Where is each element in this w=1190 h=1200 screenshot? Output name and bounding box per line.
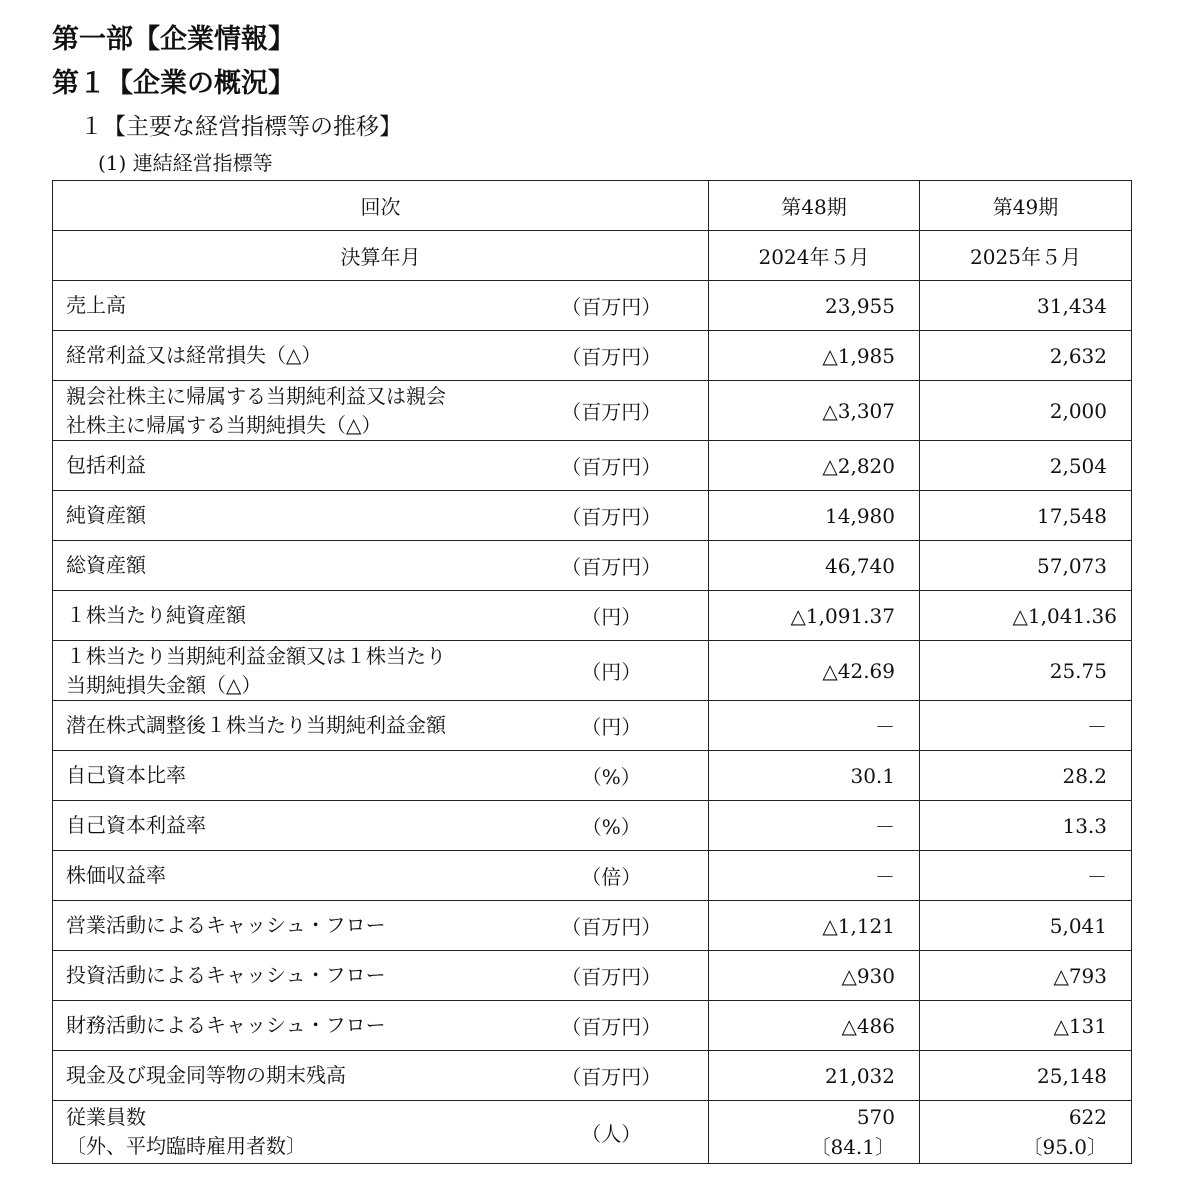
row-value-col2: △131	[920, 1001, 1132, 1051]
employees-temp-col2: 〔95.0〕	[1022, 1135, 1107, 1159]
row-value-col2: 25.75	[920, 641, 1132, 701]
row-value-col1: △1,985	[709, 331, 920, 381]
employees-col1	[709, 1101, 920, 1164]
table-row	[53, 1001, 1132, 1051]
row-value-col2: 25,148	[920, 1051, 1132, 1101]
row-unit: （百万円）	[515, 951, 709, 1001]
row-value-col2: 2,632	[920, 331, 1132, 381]
table-row	[53, 381, 1132, 441]
employees-col2	[920, 1101, 1132, 1164]
row-value-col2: △1,041.36	[920, 591, 1132, 641]
row-value-col1: －	[709, 701, 920, 751]
row-unit: （百万円）	[515, 901, 709, 951]
table-row	[53, 331, 1132, 381]
row-value-col2: 5,041	[920, 901, 1132, 951]
row-value-col1: △3,307	[709, 381, 920, 441]
row-value-col1: △42.69	[709, 641, 920, 701]
row-unit: （百万円）	[515, 331, 709, 381]
row-label: 自己資本比率	[53, 751, 515, 801]
section-heading: １【主要な経営指標等の推移】	[80, 114, 402, 140]
row-label: 売上高	[53, 281, 515, 331]
row-value-col2: 57,073	[920, 541, 1132, 591]
row-unit: （百万円）	[515, 541, 709, 591]
employees-count-col1: 570	[856, 1105, 895, 1129]
row-value-col1: △1,121	[709, 901, 920, 951]
row-value-col1: △1,091.37	[709, 591, 920, 641]
row-value-col2: △793	[920, 951, 1132, 1001]
part-heading: 第一部【企業情報】	[52, 24, 295, 55]
row-unit: （円）	[515, 591, 709, 641]
row-label: 営業活動によるキャッシュ・フロー	[53, 901, 515, 951]
table-row	[53, 801, 1132, 851]
table-row	[53, 441, 1132, 491]
row-value-col1: 46,740	[709, 541, 920, 591]
row-value-col1: 21,032	[709, 1051, 920, 1101]
table-row	[53, 1051, 1132, 1101]
row-value-col1: －	[709, 801, 920, 851]
row-unit: （百万円）	[515, 441, 709, 491]
row-value-col1: 30.1	[709, 751, 920, 801]
row-value-col1: △930	[709, 951, 920, 1001]
table-row	[53, 641, 1132, 701]
row-label: 包括利益	[53, 441, 515, 491]
row-value-col2: －	[920, 701, 1132, 751]
row-label: 総資産額	[53, 541, 515, 591]
header-row-period	[53, 231, 1132, 281]
row-unit: （%）	[515, 751, 709, 801]
row-value-col2: 2,504	[920, 441, 1132, 491]
row-value-col1: 14,980	[709, 491, 920, 541]
employees-label-line2: 〔外、平均臨時雇用者数〕	[66, 1134, 306, 1158]
row-value-col2: 17,548	[920, 491, 1132, 541]
employees-label	[53, 1101, 515, 1164]
employees-temp-col1: 〔84.1〕	[810, 1135, 895, 1159]
row-label-line1: １株当たり当期純利益金額又は１株当たり	[66, 643, 446, 668]
header-round-col1: 第48期	[709, 181, 920, 231]
employees-row	[53, 1101, 1132, 1164]
table-row	[53, 541, 1132, 591]
row-value-col2: 13.3	[920, 801, 1132, 851]
header-round-col2: 第49期	[920, 181, 1132, 231]
subsection-heading: (1) 連結経営指標等	[98, 151, 273, 175]
row-label: 経常利益又は経常損失（△）	[53, 331, 515, 381]
header-period-col1: 2024年５月	[709, 231, 920, 281]
row-unit: （円）	[515, 701, 709, 751]
row-label: 潜在株式調整後１株当たり当期純利益金額	[53, 701, 515, 751]
employees-count-col2: 622	[1068, 1105, 1107, 1129]
table-row	[53, 491, 1132, 541]
row-label: 株価収益率	[53, 851, 515, 901]
row-unit: （百万円）	[515, 381, 709, 441]
row-label: 投資活動によるキャッシュ・フロー	[53, 951, 515, 1001]
header-round-label: 回次	[53, 181, 709, 231]
table-row	[53, 751, 1132, 801]
employees-unit: （人）	[515, 1101, 709, 1164]
employees-label-line1: 従業員数	[66, 1105, 146, 1129]
header-period-col2: 2025年５月	[920, 231, 1132, 281]
header-row-round	[53, 181, 1132, 231]
row-value-col2: 28.2	[920, 751, 1132, 801]
row-label: 財務活動によるキャッシュ・フロー	[53, 1001, 515, 1051]
row-unit: （百万円）	[515, 281, 709, 331]
row-value-col1: －	[709, 851, 920, 901]
row-label-line1: 親会社株主に帰属する当期純利益又は親会	[66, 383, 446, 408]
row-value-col1: △2,820	[709, 441, 920, 491]
row-value-col1: 23,955	[709, 281, 920, 331]
row-label	[53, 641, 515, 701]
header-period-label: 決算年月	[53, 231, 709, 281]
row-value-col2: 2,000	[920, 381, 1132, 441]
row-unit: （百万円）	[515, 491, 709, 541]
row-label: 現金及び現金同等物の期末残高	[53, 1051, 515, 1101]
row-value-col2: 31,434	[920, 281, 1132, 331]
row-label-line2: 当期純損失金額（△）	[66, 672, 262, 697]
row-label-line2: 社株主に帰属する当期純損失（△）	[66, 412, 382, 437]
row-unit: （円）	[515, 641, 709, 701]
chapter-heading: 第１【企業の概況】	[52, 68, 295, 99]
row-unit: （%）	[515, 801, 709, 851]
table-row	[53, 591, 1132, 641]
table-row	[53, 951, 1132, 1001]
table-row	[53, 281, 1132, 331]
table-row	[53, 851, 1132, 901]
table-row	[53, 701, 1132, 751]
table-row	[53, 901, 1132, 951]
row-value-col2: －	[920, 851, 1132, 901]
row-label: 純資産額	[53, 491, 515, 541]
financial-indicators-table	[52, 180, 1132, 1164]
row-unit: （倍）	[515, 851, 709, 901]
row-value-col1: △486	[709, 1001, 920, 1051]
row-unit: （百万円）	[515, 1001, 709, 1051]
row-label	[53, 381, 515, 441]
row-unit: （百万円）	[515, 1051, 709, 1101]
row-label: 自己資本利益率	[53, 801, 515, 851]
row-label: １株当たり純資産額	[53, 591, 515, 641]
